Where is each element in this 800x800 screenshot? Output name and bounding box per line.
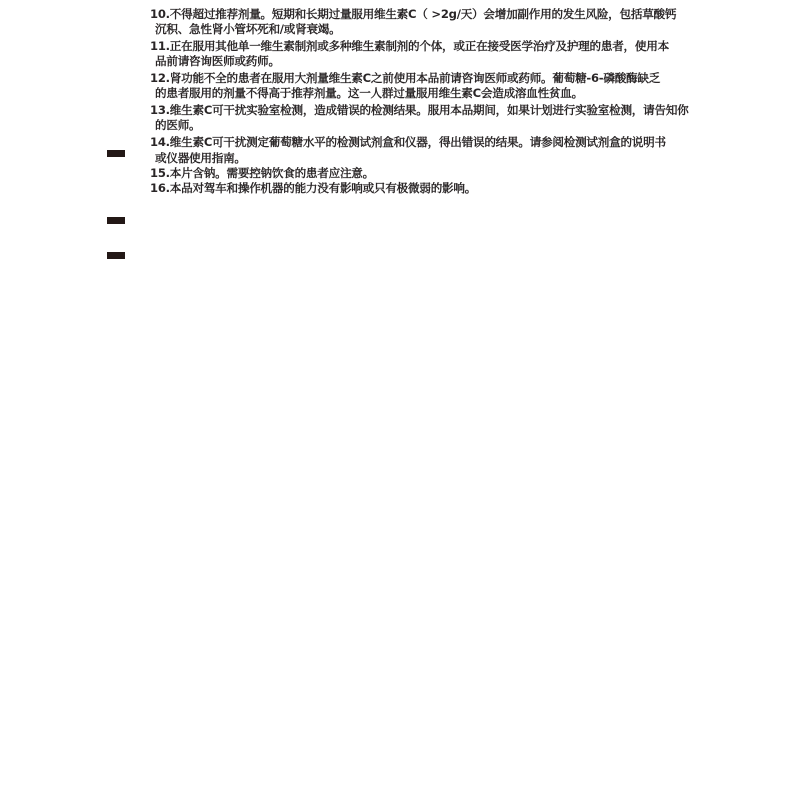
- precaution-13-line-1: 13.维生素C可干扰实验室检测，造成错误的检测结果。服用本品期间，如果计划进行实验室检测，请告知你: [150, 103, 689, 117]
- precaution-10-line-2: 沉积、急性肾小管坏死和/或肾衰竭。: [155, 22, 341, 36]
- precaution-12-line-1: 12.肾功能不全的患者在服用大剂量维生素C之前使用本品前请咨询医师或药师。葡萄糖-6-磷酸酶缺乏: [150, 71, 661, 85]
- precaution-12-line-2: 的患者服用的剂量不得高于推荐剂量。这一人群过量服用维生素C会造成溶血性贫血。: [155, 86, 583, 100]
- precaution-14-line-2: 或仪器使用指南。: [155, 151, 246, 165]
- precaution-15: 15.本片含钠。需要控钠饮食的患者应注意。: [150, 166, 374, 180]
- print-registration-marker: [107, 217, 125, 224]
- precaution-10-line-1: 10.不得超过推荐剂量。短期和长期过量服用维生素C（ >2g/天）会增加副作用的发生风险，包括草酸钙: [150, 7, 677, 21]
- precaution-14-line-1: 14.维生素C可干扰测定葡萄糖水平的检测试剂盒和仪器，得出错误的结果。请参阅检测试剂盒的说明书: [150, 135, 666, 149]
- precaution-13-line-2: 的医师。: [155, 118, 201, 132]
- print-registration-marker: [107, 252, 125, 259]
- print-registration-marker: [107, 150, 125, 157]
- precaution-16: 16.本品对驾车和操作机器的能力没有影响或只有极微弱的影响。: [150, 181, 477, 195]
- precaution-11-line-1: 11.正在服用其他单一维生素制剂或多种维生素制剂的个体，或正在接受医学治疗及护理的患者，使用本: [150, 39, 669, 53]
- precaution-11-line-2: 品前请咨询医师或药师。: [155, 54, 280, 68]
